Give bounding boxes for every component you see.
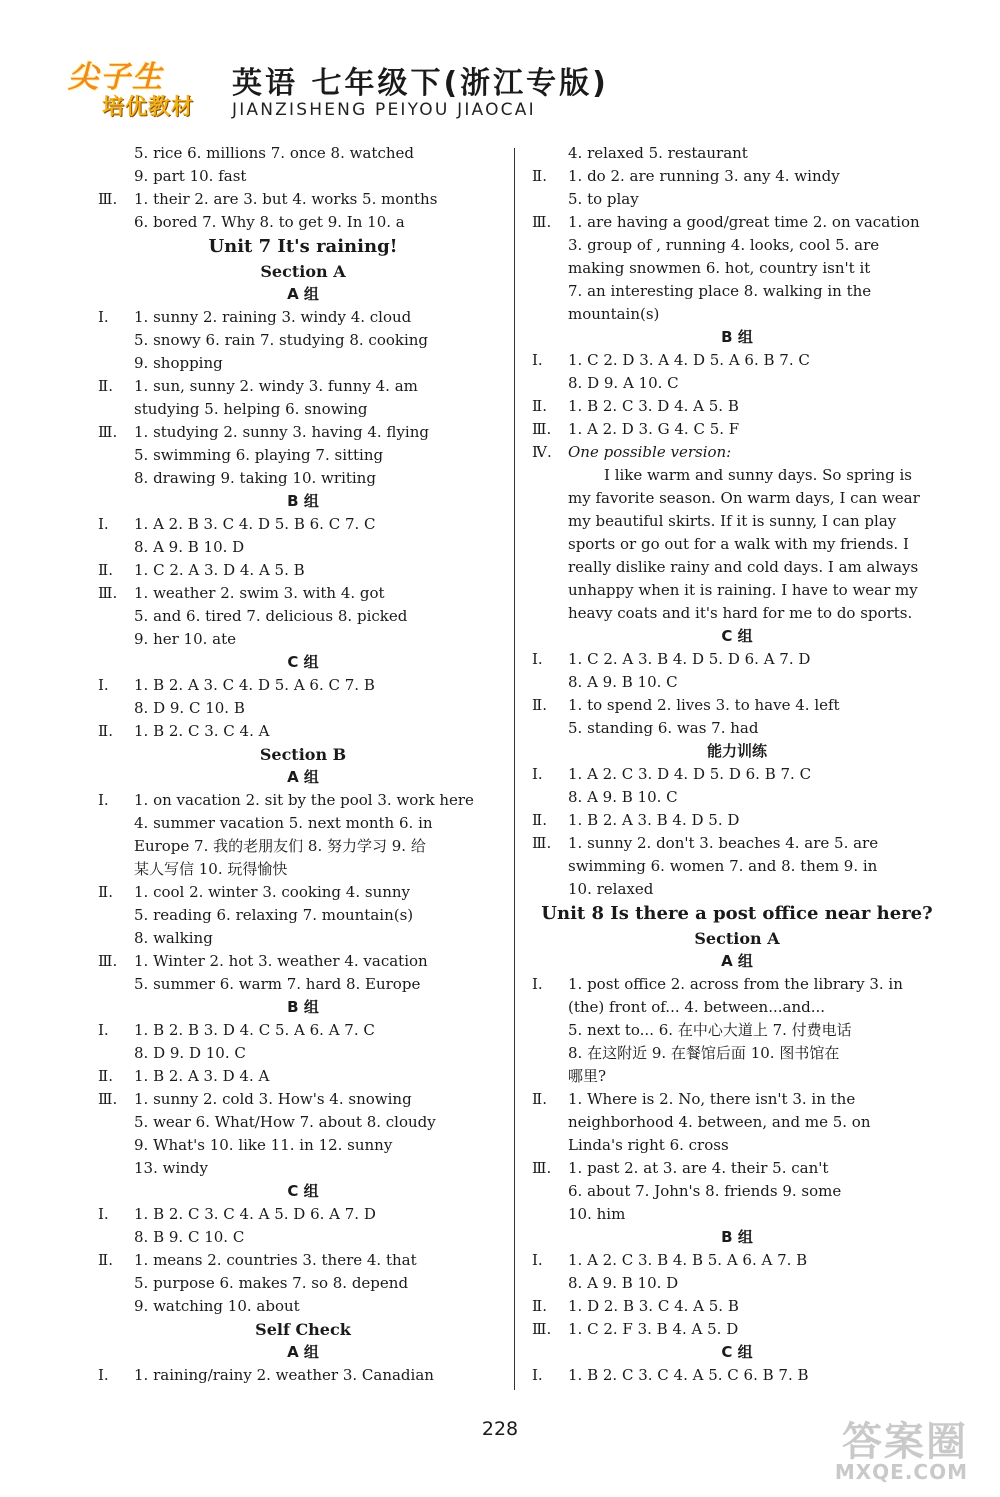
answer-text: studying 5. helping 6. snowing	[134, 400, 368, 418]
answer-line	[98, 789, 508, 812]
answer-text: 3. group of , running 4. looks, cool 5. are	[568, 236, 880, 254]
question-number: Ⅳ.	[532, 443, 552, 461]
answer-text: 8. A 9. B 10. C	[568, 673, 678, 691]
answer-line	[532, 717, 942, 740]
answer-text: 1. C 2. A 3. D 4. A 5. B	[134, 561, 305, 579]
answer-text: One possible version:	[568, 443, 732, 461]
answer-text: sports or go out for a walk with my friends. I	[568, 535, 909, 553]
answer-line	[98, 165, 508, 188]
answer-text: 1. means 2. countries 3. there 4. that	[134, 1251, 417, 1269]
section-heading: Self Check	[255, 1320, 351, 1339]
group-heading: A 组	[287, 285, 319, 303]
answer-line	[532, 257, 942, 280]
answer-text: 1. B 2. C 3. C 4. A 5. D 6. A 7. D	[134, 1205, 376, 1223]
answer-text: 1. B 2. A 3. B 4. D 5. D	[568, 811, 740, 829]
watermark-text: 答案圈	[842, 1419, 968, 1465]
answer-text: 10. relaxed	[568, 880, 654, 898]
answer-text: 1. sunny 2. don't 3. beaches 4. are 5. are	[568, 834, 879, 852]
answer-text: 9. her 10. ate	[134, 630, 237, 648]
answer-text: my favorite season. On warm days, I can wear	[568, 489, 920, 507]
question-number: Ⅱ.	[532, 1297, 547, 1315]
answer-text: 1. B 2. C 3. C 4. A	[134, 722, 270, 740]
answer-text: 1. B 2. C 3. C 4. A 5. C 6. B 7. B	[568, 1366, 809, 1384]
answer-line	[532, 441, 942, 464]
answer-line	[532, 996, 942, 1019]
answer-text: unhappy when it is raining. I have to wear my	[568, 581, 918, 599]
answer-text: 1. are having a good/great time 2. on vacation	[568, 213, 920, 231]
question-number: Ⅱ.	[98, 1067, 113, 1085]
answer-line	[98, 812, 508, 835]
answer-line	[532, 280, 942, 303]
answer-text: 1. A 2. C 3. D 4. D 5. D 6. B 7. C	[568, 765, 812, 783]
answer-line	[98, 398, 508, 421]
answer-text: 9. watching 10. about	[134, 1297, 300, 1315]
answer-line	[532, 671, 942, 694]
answer-line	[532, 533, 942, 556]
answer-text: 1. cool 2. winter 3. cooking 4. sunny	[134, 883, 411, 901]
answer-line	[98, 858, 508, 881]
answer-text: really dislike rainy and cold days. I am always	[568, 558, 919, 576]
answer-line	[532, 1318, 942, 1341]
answer-line	[98, 674, 508, 697]
question-number: Ⅰ.	[98, 308, 109, 326]
group-heading: C 组	[287, 653, 319, 671]
answer-line	[98, 142, 508, 165]
question-number: Ⅰ.	[98, 1021, 109, 1039]
answer-line	[532, 234, 942, 257]
page-number: 228	[481, 1418, 519, 1440]
answer-line	[532, 1180, 942, 1203]
right-answer-column	[532, 142, 942, 1387]
answer-line	[98, 1203, 508, 1226]
answer-text: 1. A 2. D 3. G 4. C 5. F	[568, 420, 740, 438]
answer-text: 1. B 2. C 3. D 4. A 5. B	[568, 397, 739, 415]
answer-text: 1. C 2. F 3. B 4. A 5. D	[568, 1320, 739, 1338]
group-heading: A 组	[721, 952, 753, 970]
answer-text: 5. standing 6. was 7. had	[568, 719, 759, 737]
answer-line	[532, 487, 942, 510]
answer-line	[532, 1042, 942, 1065]
question-number: Ⅰ.	[532, 975, 543, 993]
group-heading: A 组	[287, 768, 319, 786]
group-heading: 能力训练	[706, 742, 767, 760]
group-heading: B 组	[287, 492, 319, 510]
answer-line	[98, 444, 508, 467]
answer-line	[98, 628, 508, 651]
logo-bottom-text: 培优教材	[102, 95, 195, 120]
question-number: Ⅱ.	[532, 397, 547, 415]
watermark	[798, 1410, 978, 1490]
answer-line	[98, 881, 508, 904]
answer-line	[98, 1111, 508, 1134]
answer-text: 1. to spend 2. lives 3. to have 4. left	[568, 696, 840, 714]
page-header	[0, 0, 1000, 130]
answer-text: 10. him	[568, 1205, 626, 1223]
book-subtitle: JIANZISHENG PEIYOU JIAOCAI	[232, 100, 536, 120]
section-heading: Section B	[259, 745, 347, 764]
answer-text: 某人写信 10. 玩得愉快	[134, 860, 288, 878]
answer-line	[532, 763, 942, 786]
answer-text: 5. swimming 6. playing 7. sitting	[134, 446, 384, 464]
question-number: Ⅱ.	[98, 883, 113, 901]
answer-line	[98, 950, 508, 973]
answer-text: 9. part 10. fast	[134, 167, 247, 185]
answer-text: 4. summer vacation 5. next month 6. in	[134, 814, 433, 832]
question-number: Ⅰ.	[98, 676, 109, 694]
answer-line	[98, 329, 508, 352]
answer-line	[532, 142, 942, 165]
answer-line	[98, 927, 508, 950]
group-heading: A 组	[287, 1343, 319, 1361]
question-number: Ⅱ.	[532, 167, 547, 185]
answer-text: Europe 7. 我的老朋友们 8. 努力学习 9. 给	[134, 837, 426, 855]
answer-line	[98, 1157, 508, 1180]
answer-text: 8. A 9. B 10. D	[134, 538, 245, 556]
answer-text: 1. B 2. A 3. D 4. A	[134, 1067, 270, 1085]
question-number: Ⅰ.	[532, 1366, 543, 1384]
answer-text: 5. reading 6. relaxing 7. mountain(s)	[134, 906, 414, 924]
group-heading: B 组	[721, 328, 753, 346]
answer-line	[532, 855, 942, 878]
answer-line	[98, 375, 508, 398]
answer-line	[98, 1249, 508, 1272]
answer-text: mountain(s)	[568, 305, 660, 323]
answer-line	[532, 579, 942, 602]
answer-line	[532, 602, 942, 625]
answer-line	[98, 973, 508, 996]
group-heading: B 组	[721, 1228, 753, 1246]
answer-line	[532, 395, 942, 418]
answer-line	[98, 1364, 508, 1387]
answer-line	[532, 878, 942, 901]
question-number: Ⅲ.	[532, 420, 552, 438]
answer-line	[98, 1019, 508, 1042]
answer-text: making snowmen 6. hot, country isn't it	[568, 259, 871, 277]
watermark-url: MXQE.COM	[834, 1460, 968, 1484]
brand-logo	[62, 52, 222, 124]
answer-text: 9. shopping	[134, 354, 223, 372]
answer-line	[532, 1134, 942, 1157]
answer-line	[98, 1295, 508, 1318]
question-number: Ⅱ.	[532, 1090, 547, 1108]
answer-line	[532, 1019, 942, 1042]
answer-line	[532, 211, 942, 234]
answer-text: 5. rice 6. millions 7. once 8. watched	[134, 144, 414, 162]
answer-line	[98, 1226, 508, 1249]
question-number: Ⅲ.	[98, 584, 118, 602]
answer-line	[532, 832, 942, 855]
answer-line	[532, 165, 942, 188]
answer-text: 5. wear 6. What/How 7. about 8. cloudy	[134, 1113, 436, 1131]
answer-text: neighborhood 4. between, and me 5. on	[568, 1113, 871, 1131]
answer-line	[98, 306, 508, 329]
answer-text: 6. about 7. John's 8. friends 9. some	[568, 1182, 842, 1200]
answer-line	[98, 1134, 508, 1157]
answer-text: 1. Where is 2. No, there isn't 3. in the	[568, 1090, 856, 1108]
answer-text: 1. past 2. at 3. are 4. their 5. can't	[568, 1159, 829, 1177]
answer-line	[98, 1272, 508, 1295]
answer-text: swimming 6. women 7. and 8. them 9. in	[568, 857, 878, 875]
group-heading: C 组	[721, 1343, 753, 1361]
question-number: Ⅲ.	[98, 952, 118, 970]
answer-text: 7. an interesting place 8. walking in the	[568, 282, 872, 300]
answer-line	[98, 904, 508, 927]
answer-text: 1. B 2. B 3. D 4. C 5. A 6. A 7. C	[134, 1021, 375, 1039]
answer-text: 5. snowy 6. rain 7. studying 8. cooking	[134, 331, 429, 349]
question-number: Ⅰ.	[532, 765, 543, 783]
answer-line	[532, 1065, 942, 1088]
question-number: Ⅰ.	[532, 1251, 543, 1269]
answer-line	[532, 1203, 942, 1226]
answer-line	[532, 188, 942, 211]
question-number: Ⅰ.	[98, 1366, 109, 1384]
question-number: Ⅲ.	[98, 1090, 118, 1108]
answer-line	[98, 467, 508, 490]
answer-text: my beautiful skirts. If it is sunny, I can play	[568, 512, 897, 530]
answer-line	[532, 1111, 942, 1134]
answer-line	[98, 1088, 508, 1111]
section-heading: Section A	[694, 929, 780, 948]
answer-line	[532, 1249, 942, 1272]
answer-line	[98, 1042, 508, 1065]
logo-top-text: 尖子生	[68, 60, 164, 95]
question-number: Ⅱ.	[98, 1251, 113, 1269]
answer-line	[98, 352, 508, 375]
answer-text: 9. What's 10. like 11. in 12. sunny	[134, 1136, 393, 1154]
answer-line	[532, 694, 942, 717]
answer-line	[532, 464, 942, 487]
answer-line	[532, 556, 942, 579]
answer-text: heavy coats and it's hard for me to do sports.	[568, 604, 913, 622]
answer-text: 5. summer 6. warm 7. hard 8. Europe	[134, 975, 421, 993]
answer-text: 5. and 6. tired 7. delicious 8. picked	[134, 607, 408, 625]
answer-line	[98, 605, 508, 628]
answer-text: 5. to play	[568, 190, 639, 208]
section-heading: Section A	[260, 262, 346, 281]
group-heading: C 组	[721, 627, 753, 645]
answer-text: Linda's right 6. cross	[568, 1136, 729, 1154]
group-heading: B 组	[287, 998, 319, 1016]
answer-text: 1. weather 2. swim 3. with 4. got	[134, 584, 385, 602]
answer-text: 8. D 9. C 10. B	[134, 699, 245, 717]
answer-line	[98, 582, 508, 605]
answer-line	[98, 211, 508, 234]
answer-text: 1. Winter 2. hot 3. weather 4. vacation	[134, 952, 428, 970]
answer-line	[98, 720, 508, 743]
answer-line	[532, 418, 942, 441]
answer-text: 5. purpose 6. makes 7. so 8. depend	[134, 1274, 409, 1292]
left-answer-column	[98, 142, 508, 1387]
question-number: Ⅰ.	[98, 1205, 109, 1223]
answer-text: 1. on vacation 2. sit by the pool 3. work here	[134, 791, 474, 809]
answer-text: 1. sun, sunny 2. windy 3. funny 4. am	[134, 377, 418, 395]
question-number: Ⅲ.	[532, 834, 552, 852]
answer-text: 4. relaxed 5. restaurant	[568, 144, 748, 162]
answer-text: 8. drawing 9. taking 10. writing	[134, 469, 376, 487]
answer-line	[532, 510, 942, 533]
answer-line	[532, 1364, 942, 1387]
question-number: Ⅱ.	[532, 696, 547, 714]
answer-line	[98, 188, 508, 211]
question-number: Ⅲ.	[532, 1320, 552, 1338]
answer-text: 8. 在这附近 9. 在餐馆后面 10. 图书馆在	[568, 1044, 840, 1062]
question-number: Ⅲ.	[532, 213, 552, 231]
question-number: Ⅰ.	[98, 791, 109, 809]
question-number: Ⅱ.	[98, 561, 113, 579]
answer-line	[98, 835, 508, 858]
unit-heading: Unit 8 Is there a post office near here?	[541, 903, 933, 924]
answer-text: 1. sunny 2. raining 3. windy 4. cloud	[134, 308, 412, 326]
book-title: 英语 七年级下(浙江专版)	[232, 66, 609, 101]
question-number: Ⅲ.	[98, 423, 118, 441]
answer-text: 1. raining/rainy 2. weather 3. Canadian	[134, 1366, 434, 1384]
column-divider	[514, 148, 515, 1390]
question-number: Ⅰ.	[532, 351, 543, 369]
question-number: Ⅰ.	[532, 650, 543, 668]
answer-text: 8. B 9. C 10. C	[134, 1228, 245, 1246]
answer-line	[532, 809, 942, 832]
answer-text: 8. D 9. D 10. C	[134, 1044, 246, 1062]
question-number: Ⅱ.	[532, 811, 547, 829]
answer-line	[532, 349, 942, 372]
answer-text: 8. D 9. A 10. C	[568, 374, 679, 392]
question-number: Ⅲ.	[98, 190, 118, 208]
answer-line	[532, 303, 942, 326]
answer-line	[98, 1065, 508, 1088]
answer-line	[98, 697, 508, 720]
answer-text: 5. next to... 6. 在中心大道上 7. 付费电话	[568, 1021, 852, 1039]
question-number: Ⅰ.	[98, 515, 109, 533]
answer-text: 8. A 9. B 10. C	[568, 788, 678, 806]
answer-text: 1. post office 2. across from the library 3. in	[568, 975, 903, 993]
answer-text: 1. studying 2. sunny 3. having 4. flying	[134, 423, 429, 441]
answer-text: 8. A 9. B 10. D	[568, 1274, 679, 1292]
answer-line	[532, 648, 942, 671]
answer-line	[98, 421, 508, 444]
answer-line	[532, 1157, 942, 1180]
answer-line	[532, 1088, 942, 1111]
question-number: Ⅲ.	[532, 1159, 552, 1177]
answer-line	[532, 786, 942, 809]
question-number: Ⅱ.	[98, 722, 113, 740]
answer-line	[98, 536, 508, 559]
answer-text: 1. C 2. A 3. B 4. D 5. D 6. A 7. D	[568, 650, 811, 668]
unit-heading: Unit 7 It's raining!	[208, 236, 398, 257]
answer-text: (the) front of... 4. between...and...	[568, 998, 826, 1016]
answer-text: 6. bored 7. Why 8. to get 9. In 10. a	[134, 213, 405, 231]
question-number: Ⅱ.	[98, 377, 113, 395]
answer-text: 1. A 2. B 3. C 4. D 5. B 6. C 7. C	[134, 515, 376, 533]
answer-line	[532, 973, 942, 996]
answer-text: 1. C 2. D 3. A 4. D 5. A 6. B 7. C	[568, 351, 810, 369]
answer-text: 8. walking	[134, 929, 213, 947]
answer-line	[532, 1272, 942, 1295]
answer-line	[532, 1295, 942, 1318]
group-heading: C 组	[287, 1182, 319, 1200]
answer-text: 1. D 2. B 3. C 4. A 5. B	[568, 1297, 739, 1315]
answer-text: 1. A 2. C 3. B 4. B 5. A 6. A 7. B	[568, 1251, 808, 1269]
answer-text: I like warm and sunny days. So spring is	[604, 466, 912, 484]
answer-text: 1. B 2. A 3. C 4. D 5. A 6. C 7. B	[134, 676, 375, 694]
answer-text: 1. do 2. are running 3. any 4. windy	[568, 167, 840, 185]
answer-text: 哪里?	[568, 1067, 607, 1085]
answer-line	[98, 513, 508, 536]
answer-text: 13. windy	[134, 1159, 208, 1177]
answer-line	[98, 559, 508, 582]
answer-line	[532, 372, 942, 395]
answer-text: 1. their 2. are 3. but 4. works 5. months	[134, 190, 438, 208]
answer-text: 1. sunny 2. cold 3. How's 4. snowing	[134, 1090, 412, 1108]
